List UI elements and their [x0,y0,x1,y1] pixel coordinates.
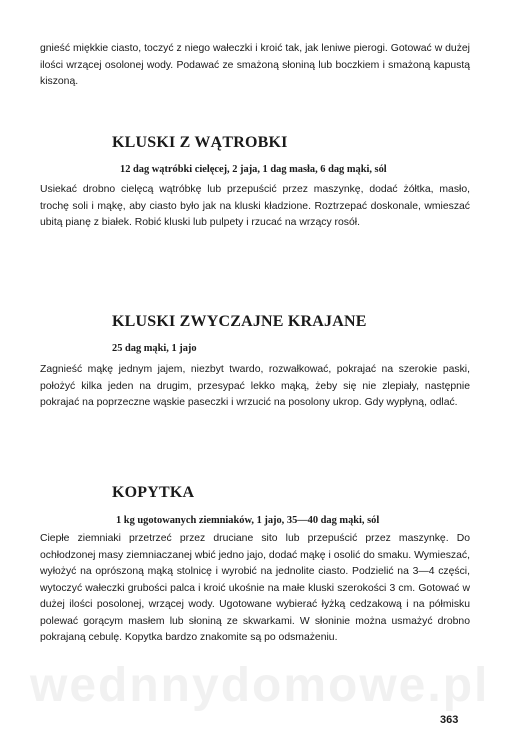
section-title-kluski-z-watrobki: KLUSKI Z WĄTROBKI [112,134,288,151]
site-watermark: wednnydomowe.pl [30,659,490,712]
recipe-body-kluski-z-watrobki: Usiekać drobno cielęcą wątróbkę lub przepuścić przez maszynkę, dodać żółtka, masło, trochę soli i mąkę, aby ciasto było jak na kluski kładzione. Roztrzepać doskonale, wmieszać ubitą pianę z białek. Robić kluski lub pulpety i rzucać na wrzący rosół. [40,184,470,228]
section-title-kluski-zwyczajne-krajane: KLUSKI ZWYCZAJNE KRAJANE [112,313,367,330]
ingredients-kluski-z-watrobki: 12 dag wątróbki cielęcej, 2 jaja, 1 dag masła, 6 dag mąki, sól [120,164,387,175]
section-title-kopytka: KOPYTKA [112,484,195,501]
page-number: 363 [440,714,459,726]
recipe-body-kluski-zwyczajne-krajane: Zagnieść mąkę jednym jajem, niezbyt twardo, rozwałkować, pokrajać na szerokie paski, położyć kilka jeden na drugim, przesypać lekko mąką, żeby się nie zlepiały, następnie pokrajać na poprzeczne wąskie paseczki i wrzucić na posolony ukrop. Gdy wypłyną, odlać. [40,364,470,408]
ingredients-kopytka: 1 kg ugotowanych ziemniaków, 1 jajo, 35—40 dag mąki, sól [116,515,380,526]
recipe-body-kopytka: Ciepłe ziemniaki przetrzeć przez druciane sito lub przepuścić przez maszynkę. Do ochłodzonej masy ziemniaczanej wbić jedno jajo, dodać mąkę i osolić do smaku. Wymieszać, wyłożyć na oprószoną mąką stolnicę i wyrobić na jednolite ciasto. Podzielić na 3—4 części, wytoczyć wałeczki grubości palca i kroić ukośnie na małe kluski szerokości 3 cm. Gotować w dużej ilości posolonej, wrzącej wody. Ugotowane wybierać łyżką cedzakową i na półmisku polewać gorącym masłem lub słoniną ze skwarkami. W słoninie można usmażyć drobno pokrajaną cebulę. Kopytka bardzo znakomite są po odsmażeniu. [40,533,470,643]
ingredients-kluski-zwyczajne-krajane: 25 dag mąki, 1 jajo [112,343,197,354]
intro-paragraph: gnieść miękkie ciasto, toczyć z niego wałeczki i kroić tak, jak leniwe pierogi. Gotować w dużej ilości wrzącej osolonej wody. Podawać ze smażoną słoniną lub boczkiem i smażoną kapustą kiszoną. [40,43,470,87]
